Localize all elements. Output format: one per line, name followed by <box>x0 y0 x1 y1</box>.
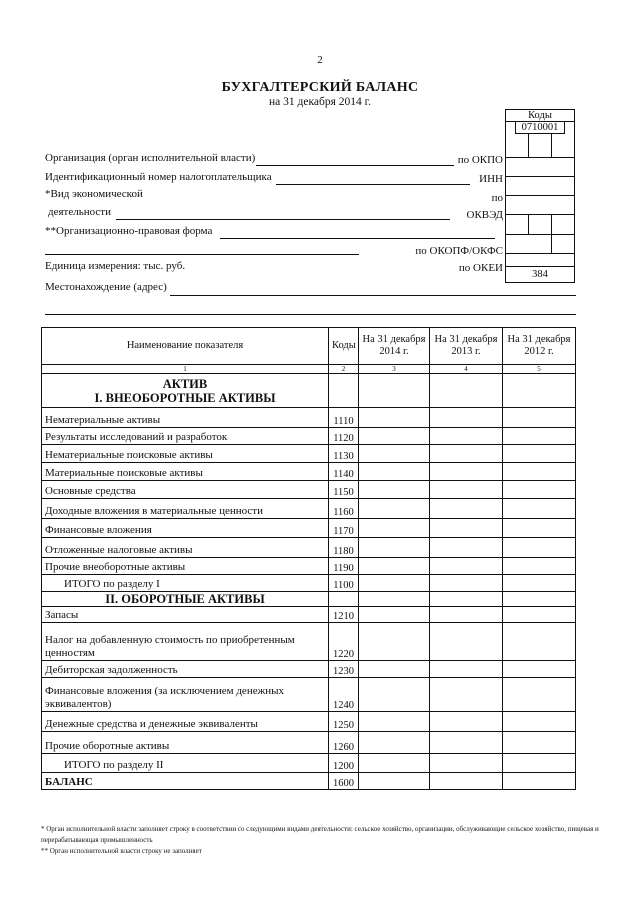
row-code: 1140 <box>329 463 359 481</box>
value-2014-cell[interactable] <box>359 661 430 678</box>
okopf-label: по ОКОПФ/ОКФС <box>415 245 503 257</box>
row-code: 1240 <box>329 678 359 712</box>
value-2012-cell[interactable] <box>503 623 576 661</box>
row-name: Финансовые вложения <box>42 519 329 538</box>
table-row <box>42 445 576 463</box>
inn-line[interactable] <box>276 184 470 185</box>
footnotes <box>41 824 601 857</box>
table-header-row <box>42 328 576 365</box>
section-title: I. ВНЕОБОРОТНЫЕ АКТИВЫ <box>94 390 276 405</box>
row-name: Отложенные налоговые активы <box>42 538 329 558</box>
row-name: Запасы <box>42 607 329 623</box>
inn-code-cell[interactable] <box>505 176 575 196</box>
codes-header: Коды <box>505 109 575 122</box>
organization-line[interactable] <box>256 165 454 166</box>
footnote-2: ** Орган исполнительной власти строку не заполняет <box>41 847 202 855</box>
col-header-2012: На 31 декабря 2012 г. <box>503 328 576 365</box>
table-row <box>42 538 576 558</box>
row-code: 1190 <box>329 558 359 575</box>
table-row <box>42 732 576 754</box>
value-2013-cell[interactable] <box>430 661 503 678</box>
row-code: 1100 <box>329 575 359 592</box>
row-name: Дебиторская задолженность <box>42 661 329 678</box>
section-header-row <box>42 374 576 408</box>
value-2012-cell[interactable] <box>503 463 576 481</box>
row-code: 1230 <box>329 661 359 678</box>
value-2014-cell[interactable] <box>359 754 430 773</box>
row-code: 1250 <box>329 712 359 732</box>
column-numbers-row <box>42 365 576 374</box>
row-name: Денежные средства и денежные эквиваленты <box>42 712 329 732</box>
okei-label: по ОКЕИ <box>458 262 503 274</box>
empty-cell[interactable] <box>503 374 576 408</box>
row-name: ИТОГО по разделу I <box>42 575 329 592</box>
value-2014-cell[interactable] <box>359 623 430 661</box>
value-2014-cell[interactable] <box>359 732 430 754</box>
legal-form-label: **Организационно-правовая форма <box>45 225 213 237</box>
value-2014-cell[interactable] <box>359 678 430 712</box>
value-2012-cell[interactable] <box>503 607 576 623</box>
value-2014-cell[interactable] <box>359 408 430 428</box>
row-name: Материальные поисковые активы <box>42 463 329 481</box>
row-code: 1130 <box>329 445 359 463</box>
activity-label-line1: *Вид экономической <box>45 188 143 200</box>
value-2012-cell[interactable] <box>503 481 576 499</box>
row-name: Прочие внеоборотные активы <box>42 558 329 575</box>
row-code: 1260 <box>329 732 359 754</box>
value-2013-cell[interactable] <box>430 558 503 575</box>
table-row <box>42 712 576 732</box>
document-subtitle: на 31 декабря 2014 г. <box>269 96 371 108</box>
table-row <box>42 575 576 592</box>
value-2013-cell[interactable] <box>430 623 503 661</box>
empty-cell[interactable] <box>329 374 359 408</box>
empty-cell[interactable] <box>359 374 430 408</box>
value-2012-cell[interactable] <box>503 712 576 732</box>
value-2012-cell[interactable] <box>503 408 576 428</box>
value-2012-cell[interactable] <box>503 538 576 558</box>
section-header <box>42 374 329 408</box>
value-2012-cell[interactable] <box>503 773 576 790</box>
value-2012-cell[interactable] <box>503 499 576 519</box>
value-2013-cell[interactable] <box>430 538 503 558</box>
inn-code-label: ИНН <box>479 173 503 185</box>
row-name: Налог на добавленную стоимость по приобретенным ценностям <box>42 623 329 661</box>
address-label: Местонахождение (адрес) <box>45 281 167 293</box>
address-line2[interactable] <box>45 314 576 315</box>
row-code: 1200 <box>329 754 359 773</box>
value-2014-cell[interactable] <box>359 773 430 790</box>
form-code: 0710001 <box>515 122 565 134</box>
inn-label: Идентификационный номер налогоплательщика <box>45 171 272 183</box>
value-2014-cell[interactable] <box>359 481 430 499</box>
row-name: БАЛАНС <box>42 773 329 790</box>
row-code: 1210 <box>329 607 359 623</box>
empty-cell[interactable] <box>430 374 503 408</box>
row-code: 1150 <box>329 481 359 499</box>
value-2013-cell[interactable] <box>430 732 503 754</box>
value-2012-cell[interactable] <box>503 428 576 445</box>
okopf-code-cell[interactable] <box>505 253 575 267</box>
value-2012-cell[interactable] <box>503 732 576 754</box>
col-num-1: 1 <box>42 365 329 374</box>
col-header-name: Наименование показателя <box>42 328 329 365</box>
value-2014-cell[interactable] <box>359 607 430 623</box>
col-num-5: 5 <box>503 365 576 374</box>
row-name: ИТОГО по разделу II <box>42 754 329 773</box>
value-2013-cell[interactable] <box>430 408 503 428</box>
okpo-label: по ОКПО <box>457 154 503 166</box>
row-name: Финансовые вложения (за исключением денежных эквивалентов) <box>42 678 329 712</box>
form-code-cell <box>505 121 575 158</box>
table-row <box>42 678 576 712</box>
po-code-cell[interactable] <box>505 195 575 215</box>
table-row <box>42 623 576 661</box>
col-header-2014: На 31 декабря 2014 г. <box>359 328 430 365</box>
table-row <box>42 754 576 773</box>
col-num-4: 4 <box>430 365 503 374</box>
value-2013-cell[interactable] <box>430 481 503 499</box>
col-header-2013: На 31 декабря 2013 г. <box>430 328 503 365</box>
page-number: 2 <box>317 54 323 66</box>
activity-label-line2: деятельности <box>48 206 111 218</box>
table-row <box>42 481 576 499</box>
balance-table <box>41 327 576 790</box>
legal-form-line[interactable] <box>220 238 495 239</box>
row-name: Нематериальные активы <box>42 408 329 428</box>
value-2012-cell[interactable] <box>503 445 576 463</box>
okved-label: ОКВЭД <box>466 209 503 221</box>
table-row <box>42 408 576 428</box>
value-2012-cell[interactable] <box>503 661 576 678</box>
okved-code-cell[interactable] <box>505 214 575 254</box>
okpo-code-cell[interactable] <box>505 157 575 177</box>
okei-code: 384 <box>505 266 575 283</box>
value-2013-cell[interactable] <box>430 773 503 790</box>
col-header-code: Коды <box>329 328 359 365</box>
value-2012-cell[interactable] <box>503 519 576 538</box>
row-code: 1600 <box>329 773 359 790</box>
row-code: 1180 <box>329 538 359 558</box>
value-2013-cell[interactable] <box>430 678 503 712</box>
unit-label: Единица измерения: тыс. руб. <box>45 260 186 272</box>
table-row <box>42 773 576 790</box>
value-2013-cell[interactable] <box>430 754 503 773</box>
value-2014-cell[interactable] <box>359 712 430 732</box>
value-2013-cell[interactable] <box>430 463 503 481</box>
legal-form-line2[interactable] <box>45 254 359 255</box>
value-2013-cell[interactable] <box>430 445 503 463</box>
empty-cell[interactable] <box>329 592 359 607</box>
value-2014-cell[interactable] <box>359 428 430 445</box>
value-2013-cell[interactable] <box>430 428 503 445</box>
row-code: 1160 <box>329 499 359 519</box>
value-2014-cell[interactable] <box>359 463 430 481</box>
row-code: 1170 <box>329 519 359 538</box>
table-row <box>42 499 576 519</box>
value-2014-cell[interactable] <box>359 558 430 575</box>
table-row <box>42 519 576 538</box>
empty-cell[interactable] <box>430 592 503 607</box>
value-2012-cell[interactable] <box>503 575 576 592</box>
document-title: БУХГАЛТЕРСКИЙ БАЛАНС <box>221 80 419 95</box>
value-2012-cell[interactable] <box>503 678 576 712</box>
value-2014-cell[interactable] <box>359 499 430 519</box>
value-2012-cell[interactable] <box>503 558 576 575</box>
empty-cell[interactable] <box>359 592 430 607</box>
col-num-2: 2 <box>329 365 359 374</box>
row-name: Основные средства <box>42 481 329 499</box>
row-code: 1120 <box>329 428 359 445</box>
section-title: II. ОБОРОТНЫЕ АКТИВЫ <box>105 592 265 606</box>
value-2014-cell[interactable] <box>359 538 430 558</box>
value-2013-cell[interactable] <box>430 712 503 732</box>
value-2013-cell[interactable] <box>430 575 503 592</box>
row-code: 1220 <box>329 623 359 661</box>
table-row <box>42 661 576 678</box>
activity-line[interactable] <box>116 219 450 220</box>
value-2014-cell[interactable] <box>359 575 430 592</box>
address-line[interactable] <box>170 295 576 296</box>
section-header-row <box>42 592 576 607</box>
value-2014-cell[interactable] <box>359 445 430 463</box>
value-2013-cell[interactable] <box>430 607 503 623</box>
value-2012-cell[interactable] <box>503 754 576 773</box>
table-row <box>42 607 576 623</box>
table-row <box>42 463 576 481</box>
row-name: Нематериальные поисковые активы <box>42 445 329 463</box>
row-name: Доходные вложения в материальные ценности <box>42 499 329 519</box>
col-num-3: 3 <box>359 365 430 374</box>
value-2013-cell[interactable] <box>430 519 503 538</box>
value-2014-cell[interactable] <box>359 519 430 538</box>
row-name: Прочие оборотные активы <box>42 732 329 754</box>
section-header <box>42 592 329 607</box>
row-code: 1110 <box>329 408 359 428</box>
row-name: Результаты исследований и разработок <box>42 428 329 445</box>
table-row <box>42 428 576 445</box>
empty-cell[interactable] <box>503 592 576 607</box>
organization-label: Организация (орган исполнительной власти) <box>45 152 256 164</box>
table-row <box>42 558 576 575</box>
po-label: по <box>491 192 503 204</box>
value-2013-cell[interactable] <box>430 499 503 519</box>
section-title: АКТИВ <box>162 376 208 391</box>
footnote-1: * Орган исполнительной власти заполняет строку в соответствии со следующими видами деятельности: сельское хозяйство, организации, обслуживающие сельское хозяйство, пищевая и перерабатывающая промышленность <box>41 825 599 844</box>
